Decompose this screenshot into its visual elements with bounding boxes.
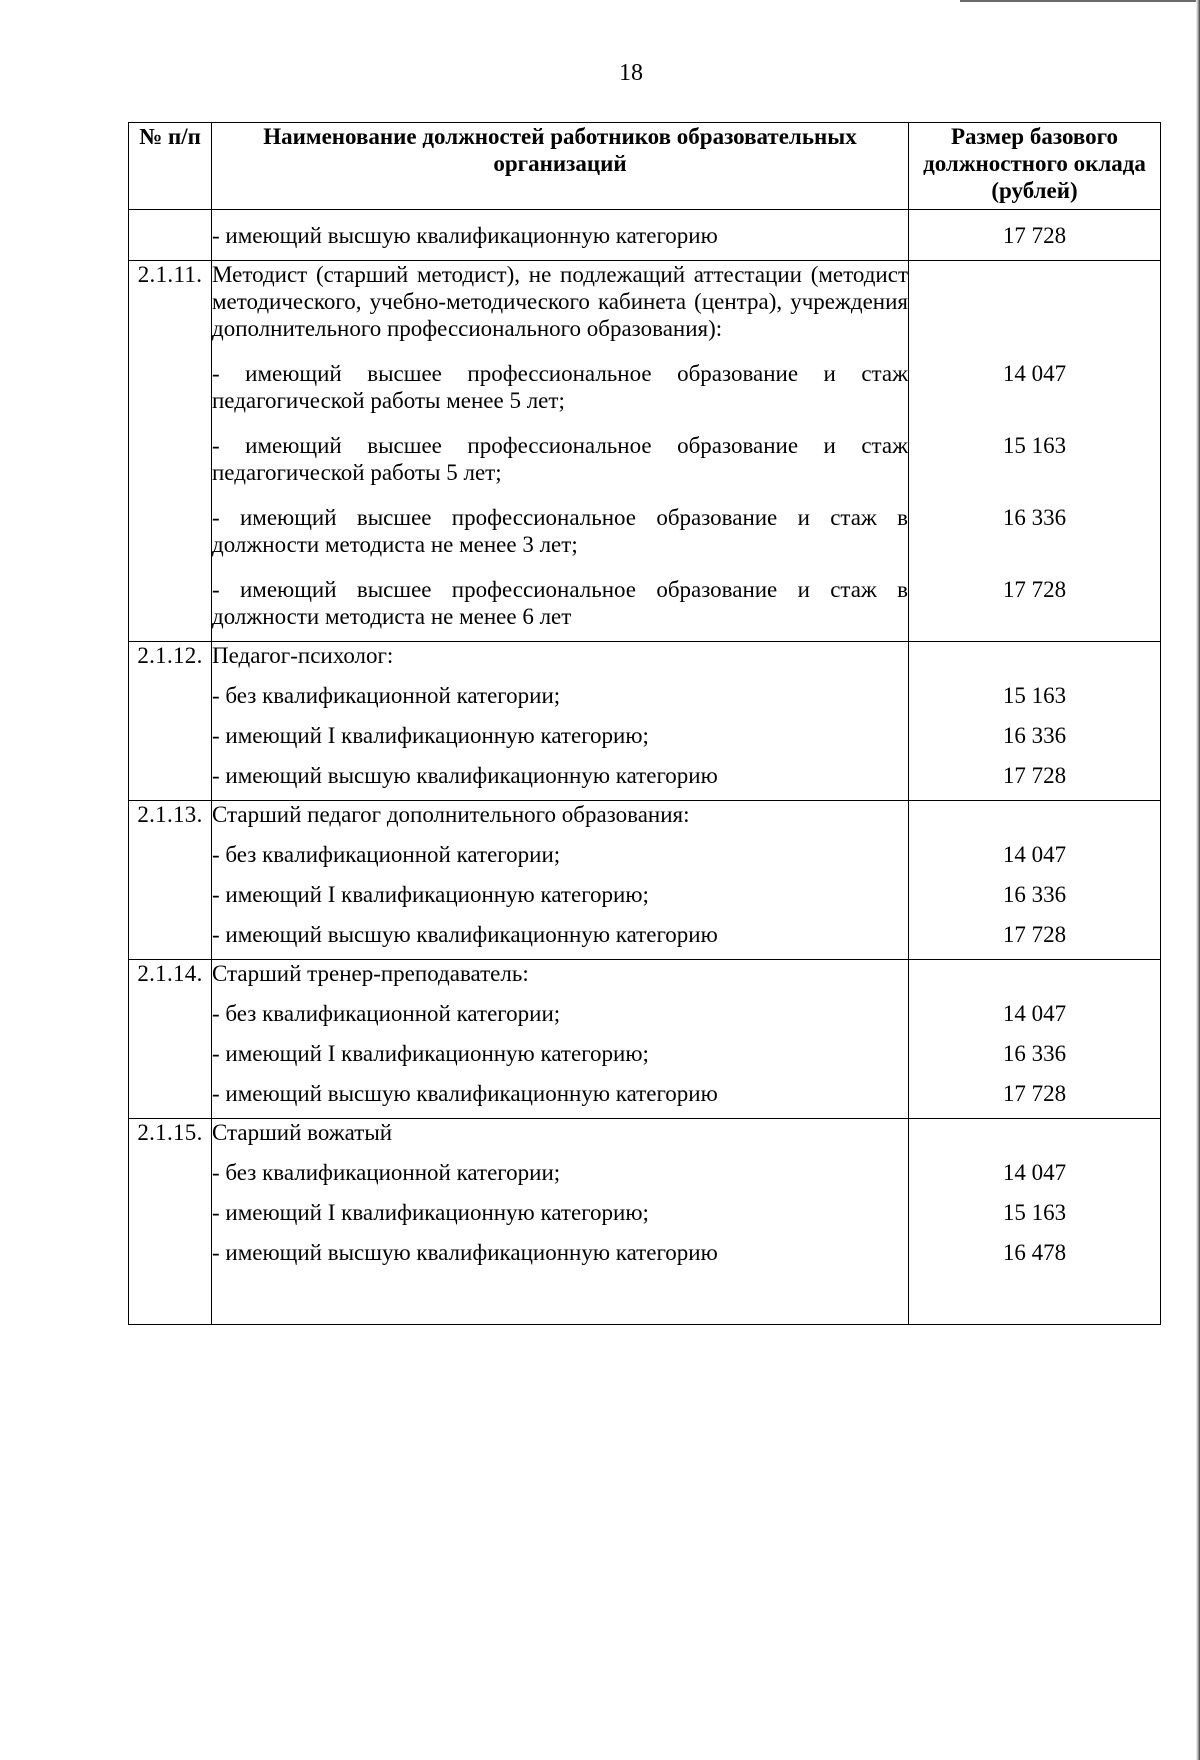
- table-row: [129, 342, 1161, 414]
- table-bottom-row: [129, 1266, 1161, 1325]
- row-name: - без квалификационной категории;: [212, 987, 909, 1027]
- row-name: - имеющий I квалификационную категорию;: [212, 709, 909, 749]
- row-name: - имеющий высшую квалификационную категорию: [212, 210, 909, 261]
- group-title: Методист (старший методист), не подлежащий аттестации (методист методического, учебно-методического кабинета (центра), учреждения дополнительного профессионального образования):: [212, 262, 908, 341]
- row-name: - имеющий высшее профессиональное образование и стаж в должности методиста не менее 3 лет;: [212, 486, 909, 558]
- group-title-row: [129, 801, 1161, 829]
- row-value: 16 336: [909, 1027, 1161, 1067]
- table-row: [129, 210, 1161, 261]
- row-value: 14 047: [909, 987, 1161, 1027]
- row-value: 17 728: [909, 210, 1161, 261]
- header-num: № п/п: [129, 123, 212, 210]
- group-title: Педагог-психолог:: [212, 642, 909, 670]
- row-value: 17 728: [909, 1067, 1161, 1119]
- table-row: [129, 1067, 1161, 1119]
- group-title: Старший вожатый: [212, 1119, 909, 1147]
- table-row: [129, 486, 1161, 558]
- row-value: 16 336: [909, 486, 1161, 558]
- row-name: - имеющий I квалификационную категорию;: [212, 1027, 909, 1067]
- row-name: - без квалификационной категории;: [212, 828, 909, 868]
- header-name: Наименование должностей работников образовательных организаций: [212, 123, 909, 210]
- row-name: - имеющий высшую квалификационную категорию: [212, 1067, 909, 1119]
- table-row: [129, 558, 1161, 642]
- row-name: - без квалификационной категории;: [212, 669, 909, 709]
- group-title-row: [129, 261, 1161, 343]
- header-value: Размер базового должностного оклада (рублей): [909, 123, 1161, 210]
- row-name: - имеющий высшее профессиональное образование и стаж педагогической работы менее 5 лет;: [212, 342, 909, 414]
- group-num: 2.1.11.: [129, 261, 212, 343]
- row-value: 16 336: [909, 709, 1161, 749]
- row-name: - имеющий I квалификационную категорию;: [212, 868, 909, 908]
- row-value: 14 047: [909, 342, 1161, 414]
- table-row: [129, 868, 1161, 908]
- group-num: 2.1.13.: [129, 801, 212, 829]
- row-num: [129, 210, 212, 261]
- page-number: 18: [619, 60, 643, 86]
- table-row: [129, 987, 1161, 1027]
- table-row: [129, 1186, 1161, 1226]
- group-num: 2.1.14.: [129, 960, 212, 988]
- row-value: 16 478: [909, 1226, 1161, 1266]
- scan-top-rule: [960, 0, 1200, 2]
- table-row: [129, 709, 1161, 749]
- group-title-row: [129, 960, 1161, 988]
- group-num: 2.1.15.: [129, 1119, 212, 1147]
- row-name: - имеющий I квалификационную категорию;: [212, 1186, 909, 1226]
- group-value-empty: [909, 261, 1161, 343]
- row-value: 14 047: [909, 1146, 1161, 1186]
- table-header-row: [129, 123, 1161, 210]
- table-row: [129, 1027, 1161, 1067]
- table-row: [129, 749, 1161, 801]
- table-row: [129, 828, 1161, 868]
- row-value: 15 163: [909, 1186, 1161, 1226]
- row-name: - имеющий высшее профессиональное образование и стаж педагогической работы 5 лет;: [212, 414, 909, 486]
- row-value: 16 336: [909, 868, 1161, 908]
- table-row: [129, 1226, 1161, 1266]
- salary-table: [128, 122, 1161, 1325]
- row-name: - имеющий высшую квалификационную категорию: [212, 749, 909, 801]
- table-row: [129, 414, 1161, 486]
- group-title: Старший тренер-преподаватель:: [212, 960, 909, 988]
- table-row: [129, 669, 1161, 709]
- group-title-row: [129, 1119, 1161, 1147]
- row-name: - имеющий высшую квалификационную категорию: [212, 1226, 909, 1266]
- group-title: Старший педагог дополнительного образования:: [212, 801, 909, 829]
- row-value: 14 047: [909, 828, 1161, 868]
- table-row: [129, 1146, 1161, 1186]
- group-title-row: [129, 642, 1161, 670]
- scan-right-edge: [1196, 0, 1200, 1760]
- table-row: [129, 908, 1161, 960]
- row-value: 17 728: [909, 749, 1161, 801]
- row-value: 17 728: [909, 908, 1161, 960]
- row-name: - без квалификационной категории;: [212, 1146, 909, 1186]
- row-name: - имеющий высшую квалификационную категорию: [212, 908, 909, 960]
- row-value: 17 728: [909, 558, 1161, 642]
- row-value: 15 163: [909, 669, 1161, 709]
- group-num: 2.1.12.: [129, 642, 212, 670]
- row-name: - имеющий высшее профессиональное образование и стаж в должности методиста не менее 6 лет: [212, 558, 909, 642]
- row-value: 15 163: [909, 414, 1161, 486]
